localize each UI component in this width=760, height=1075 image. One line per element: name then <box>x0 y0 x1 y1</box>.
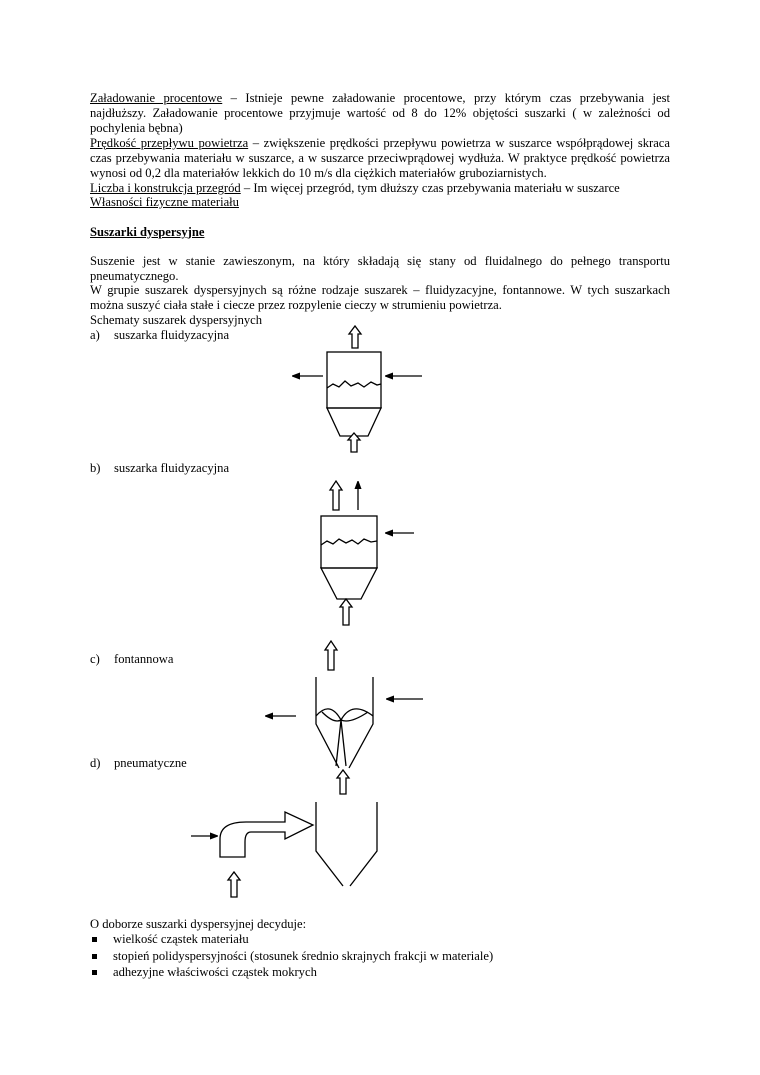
scheme-a-outlet-arrow-icon <box>349 326 361 348</box>
text-airflow: – zwiększenie prędkości przepływu powietrza w suszarce współprądowej skraca czas przebywania materiału w suszarce, a w suszarce przeciwprądowej wydłuża. W praktyce prędkość powietrza wynosi od 0,2 dla materiałów lekkich do 10 m/s dla ciężkich materiałów gruboziarnistych. <box>90 136 670 180</box>
scheme-b-text: suszarka fluidyzacyjna <box>114 461 230 475</box>
scheme-b-cone <box>321 568 377 599</box>
selection-bullet-1 <box>90 932 249 947</box>
scheme-b-diagram <box>321 481 414 625</box>
term-baffles: Liczba i konstrukcja przegród <box>90 181 241 195</box>
scheme-d-separator-right-wall <box>350 802 377 886</box>
scheme-d-air-inlet-arrow-icon <box>228 872 240 897</box>
text-baffles: – Im więcej przegród, tym dłuższy czas przebywania materiału w suszarce <box>240 181 620 195</box>
scheme-d-transport-duct <box>220 812 313 857</box>
scheme-c-outlet-arrow-icon <box>325 641 337 670</box>
term-loading: Załadowanie procentowe <box>90 91 223 105</box>
scheme-a-marker: a) <box>90 328 100 342</box>
scheme-a-cone <box>327 408 381 436</box>
scheme-c-diagram <box>266 641 423 794</box>
scheme-c-right-wall <box>349 677 373 768</box>
scheme-b-air-inlet-arrow-icon <box>340 599 352 625</box>
scheme-c-spout-right <box>341 720 346 766</box>
section-para-1: Suszenie jest w stanie zawieszonym, na który składają się stany od fluidalnego do pełnego transportu pneumatycznego. <box>90 254 670 283</box>
scheme-c-text: fontannowa <box>114 652 174 666</box>
scheme-d-text: pneumatyczne <box>114 756 187 770</box>
section-para-2: W grupie suszarek dyspersyjnych są różne rodzaje suszarek – fluidyzacyjne, fontannowe. W tych suszarkach można suszyć ciała stałe i ciecze przez rozpylenie cieczy w strumieniu powietrza. <box>90 283 670 312</box>
term-airflow: Prędkość przepływu powietrza <box>90 136 249 150</box>
scheme-c-spout-left <box>336 720 341 766</box>
bullet-text: stopień polidyspersyjności (stosunek średnio skrajnych frakcji w materiale) <box>113 949 494 963</box>
text-loading: – Istnieje pewne załadowanie procentowe, przy którym czas przebywania jest najdłuższy. Załadowanie procentowe przyjmuje wartość od 8 do 12% objętości suszarki ( w zależności od pochylenia bębna) <box>90 91 670 135</box>
bullet-icon <box>92 954 97 959</box>
selection-heading: O doborze suszarki dyspersyjnej decyduje: <box>90 917 307 931</box>
scheme-b-outlet-arrow-icon <box>330 481 342 510</box>
scheme-a-text: suszarka fluidyzacyjna <box>114 328 230 342</box>
schemes-heading: Schematy suszarek dyspersyjnych <box>90 313 263 327</box>
bullet-text: adhezyjne właściwości cząstek mokrych <box>113 965 317 979</box>
bullet-icon <box>92 970 97 975</box>
scheme-a-diagram <box>293 326 422 452</box>
scheme-d-separator-left-wall <box>316 802 343 886</box>
scheme-a-bed-surface <box>327 381 381 388</box>
scheme-c-marker: c) <box>90 652 100 666</box>
term-properties: Własności fizyczne materiału <box>90 195 239 209</box>
scheme-c-air-inlet-arrow-icon <box>337 770 349 794</box>
selection-bullet-2 <box>90 949 493 964</box>
scheme-d-diagram <box>191 802 377 897</box>
selection-bullet-3 <box>90 965 317 980</box>
bullet-text: wielkość cząstek materiału <box>113 932 249 946</box>
scheme-b-bed-surface <box>321 539 377 545</box>
scheme-c-left-wall <box>316 677 339 768</box>
bullet-icon <box>92 937 97 942</box>
section-title: Suszarki dyspersyjne <box>90 225 205 239</box>
scheme-a-chamber <box>327 352 381 408</box>
scheme-b-marker: b) <box>90 461 101 475</box>
scheme-d-marker: d) <box>90 756 101 770</box>
